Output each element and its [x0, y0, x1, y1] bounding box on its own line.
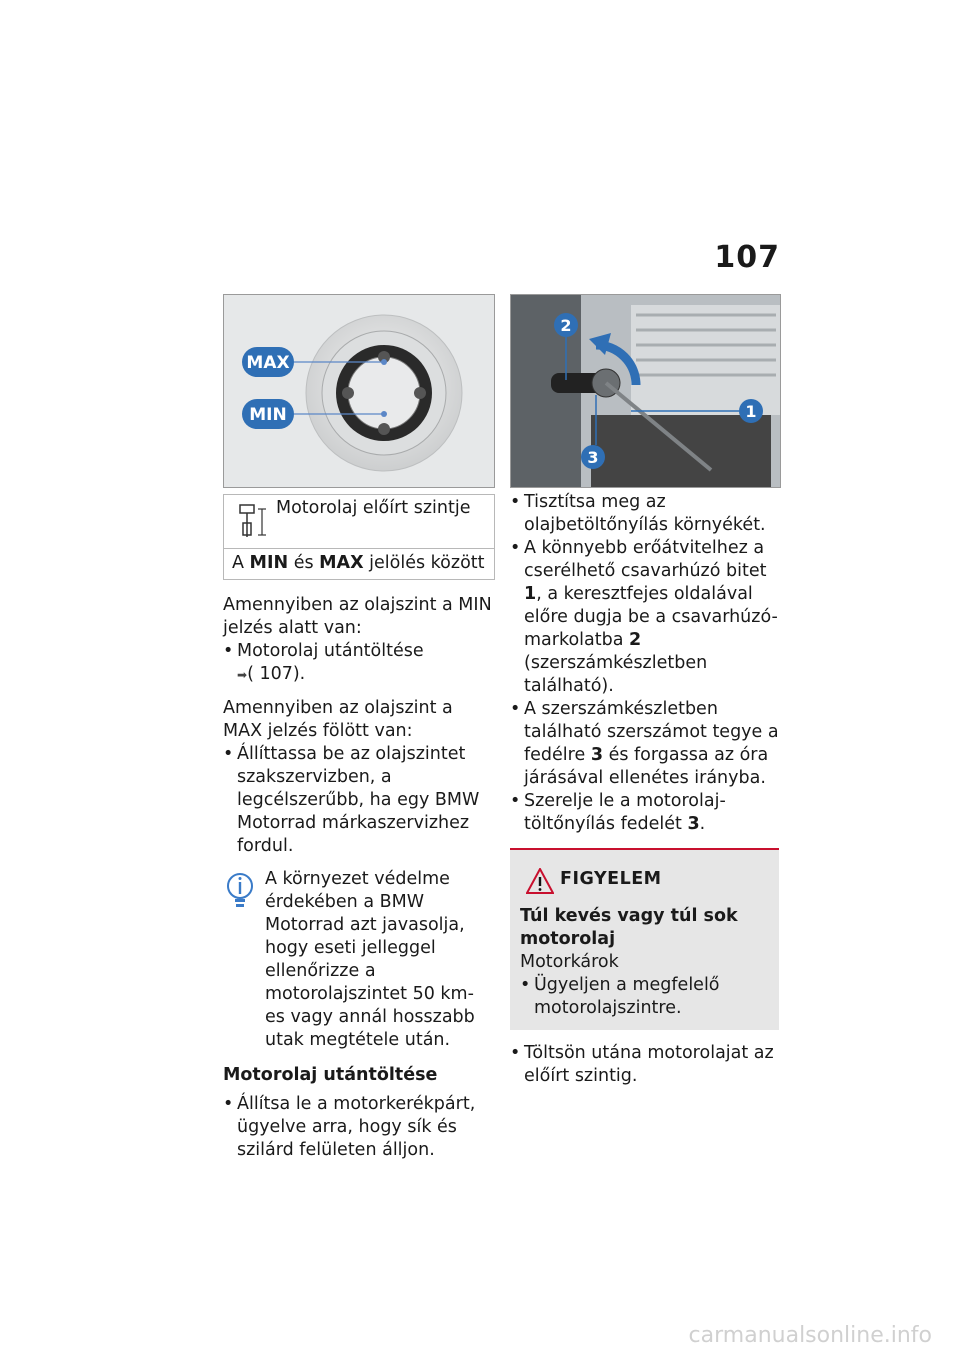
list-item: • Töltsön utána motorolajat az előírt szintig.	[510, 1042, 779, 1088]
section-heading: Motorolaj utántöltése	[223, 1065, 438, 1085]
warning-text: Motorkárok	[520, 952, 619, 972]
environment-tip: A környezet védelme érdekében a BMW Motorrad azt javasolja, hogy eseti jelleggel ellenőrizze a motorolajszintet 50 km-es vagy annál hosszabb utak megtétele után.	[223, 868, 493, 1052]
warning-box	[510, 848, 779, 1030]
page-number: 107	[714, 240, 780, 275]
list-item: • Motorolaj utántöltése	[223, 640, 493, 663]
warning-title: FIGYELEM	[560, 869, 662, 889]
warning-bullet: • Ügyeljen a megfelelő motorolajszintre.	[520, 974, 769, 1020]
watermark: carmanualsonline.info	[688, 1323, 932, 1348]
right-column	[510, 491, 779, 1088]
svg-text:3: 3	[587, 448, 599, 467]
list-item: • A könnyebb erőátvitelhez a cserélhető csavarhúzó bitet 1, a keresztfejes oldalával előre dugja be a csavarhúzó-markolatba 2 (szerszámkészletben található).	[510, 537, 779, 698]
spec-row-2: A MIN és MAX jelölés között	[232, 553, 485, 573]
warning-subtitle: Túl kevés vagy túl sok motorolaj	[520, 906, 738, 949]
paragraph-below-min: Amennyiben az olajszint a MIN jelzés alatt van:	[223, 595, 492, 638]
paragraph-above-max: Amennyiben az olajszint a MAX jelzés fölött van:	[223, 698, 453, 741]
oil-level-sight-glass-figure	[223, 294, 495, 488]
min-label: MIN	[249, 405, 287, 425]
oil-filler-cap-figure	[510, 294, 781, 488]
svg-text:1: 1	[745, 402, 757, 421]
oil-level-icon	[236, 501, 270, 541]
left-column	[223, 594, 493, 1162]
list-item: • Állítsa le a motorkerékpárt, ügyelve arra, hogy sík és szilárd felületen álljon.	[223, 1093, 493, 1162]
page-reference[interactable]: ➡( 107).	[237, 664, 306, 684]
sight-glass-illustration	[224, 295, 494, 487]
list-item: • Állíttassa be az olajszintet szakszervizben, a legcélszerűbb, ha egy BMW Motorrad márkaszervizhez fordul.	[223, 743, 493, 858]
warning-triangle-icon	[526, 868, 554, 894]
arrow-icon: ➡	[237, 668, 248, 682]
svg-text:2: 2	[560, 316, 572, 335]
spec-row-1	[224, 495, 494, 549]
max-label: MAX	[246, 353, 290, 373]
list-item: • Tisztítsa meg az olajbetöltőnyílás környékét.	[510, 491, 779, 537]
list-item: • Szerelje le a motorolaj-töltőnyílás fedelét 3.	[510, 790, 779, 836]
oil-level-spec-table	[223, 494, 495, 580]
filler-cap-illustration	[511, 295, 780, 487]
spec-label: Motorolaj előírt szintje	[276, 498, 471, 518]
list-item: • A szerszámkészletben található szerszámot tegye a fedélre 3 és forgassa az óra járásával ellenétes irányba.	[510, 698, 779, 790]
info-bulb-icon	[225, 872, 255, 910]
